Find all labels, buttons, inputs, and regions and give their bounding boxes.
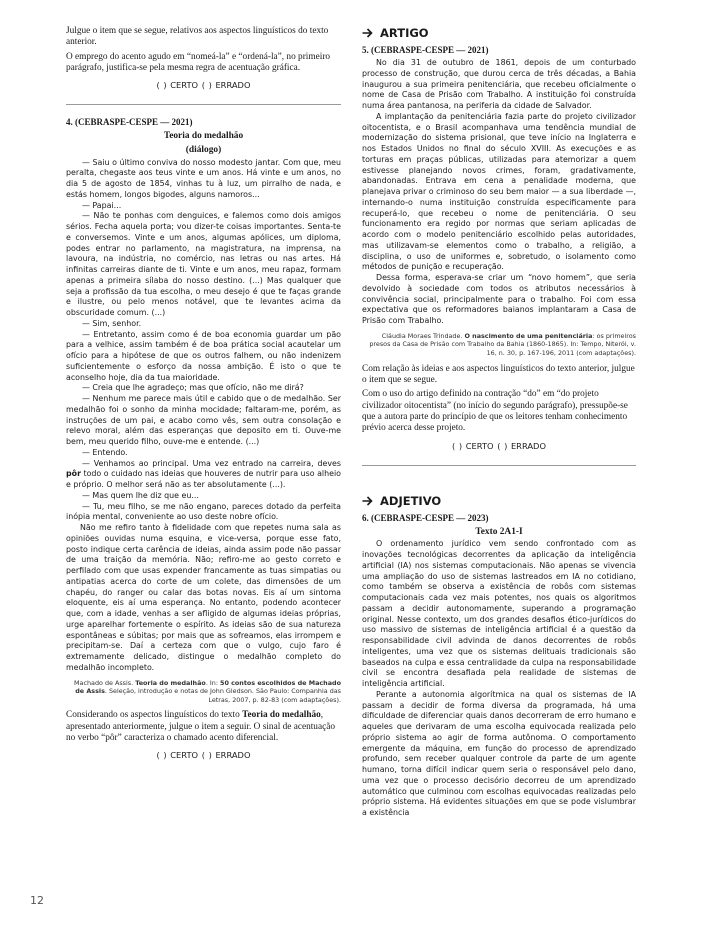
text-paragraph: Não me refiro tanto à fidelidade com que repetes numa sala as opiniões ouvidas numa esquina, e vice-versa, porque esse fato, posto indique certa carência de ideias, ainda assim pode não passar de uma traição da memória. Não; refiro-me ao gesto correto e perfilado com que usas expender francamente as tuas simpatias ou antipatias acerca do corte de um colete, das dimensões de um chapéu, do ranger ou calar das botas novas. Eis aí um sintoma eloquente, eis aí uma esperança. No entanto, podendo acontecer que, com a idade, venhas a ser afligido de algumas ideias próprias, urge aparelhar fortemente o espírito. As ideias são de sua natureza espontâneas e súbitas; por mais que as sofreamos, elas irrompem e precipitam-se. Daí a certeza com que o vulgo, cujo faro é extremamente delicado, distingue o medalhão completo do medalhão incompleto.: [66, 523, 341, 672]
question-stem: Julgue o item que se segue, relativos aos aspectos linguísticos do texto anterior.: [66, 26, 329, 48]
dialogue-line: — Entretanto, assim como é de boa economia guardar um pão para a velhice, assim também é de boa prática social acautelar um ofício para a hipótese de que os outros falhem, ou não indenizem suficientemente o esforço da nossa ambição. É isto o que te aconselho hoje, dia da tua maioridade.: [66, 329, 341, 382]
text-paragraph: A implantação da penitenciária fazia parte do projeto civilizador oitocentista, e o Brasil acompanhava uma tendência mundial de modernização do sistema prisional, que teve início na Inglaterra e nos Estados Unidos no final do século XVIII. As execuções e as torturas em praças públicas, utilizadas para atemorizar a quem estivesse planejando novos crimes, foram, gradativamente, abandonadas. Entrava em cena a penalidade moderna, que planejava privar o criminoso do seu bem maior — a sua liberdade —, internando-o numa instituição construída especificamente para recuperá-lo, que recebeu o nome de penitenciária. O seu funcionamento era regido por normas que seriam aplicadas de acordo com o modelo penitenciário escolhido pelas autoridades, mas utilizavam-se elementos como o trabalho, a religião, a disciplina, o uso de uniformes e, sobretudo, o isolamento como métodos de punição e recuperação.: [362, 111, 636, 272]
question-statement: O emprego do acento agudo em “nomeá-la” e “ordená-la”, no primeiro parágrafo, justifica-se pela mesma regra de acentuação gráfica.: [66, 51, 331, 73]
source-citation: Machado de Assis. Teoria do medalhão. In: 50 contos escolhidos de Machado de Assis. Seleção, introdução e notas de John Gledson. São Paulo: Companhia das Letras, 2007, p. 82-83 (com adaptações).: [74, 678, 341, 704]
text-label: Texto 2A1-I: [475, 526, 523, 537]
question-statement: Com o uso do artigo definido na contração “do” em “do projeto civilizador oitocentista” (no início do segundo parágrafo), pressupõe-se que a autora parte do princípio de que os leitores tenham conhecimento prévio acerca desse projeto.: [362, 389, 628, 434]
question-stem: Considerando os aspectos linguísticos do texto Teoria do medalhão, apresentado anteriormente, julgue o item a seguir. O sinal de acentuação no verbo “pôr” caracteriza o chamado acento diferencial.: [66, 710, 335, 744]
text-title: Teoria do medalhão: [163, 131, 244, 142]
text-subtitle: (diálogo): [185, 144, 222, 155]
question-stem: Com relação às ideias e aos aspectos linguísticos do texto anterior, julgue o item que se segue.: [362, 363, 635, 385]
answer-choices[interactable]: ( ) CERTO ( ) ERRADO: [452, 440, 546, 451]
right-column: [362, 26, 636, 819]
dialogue-line: — Papai...: [82, 200, 122, 210]
section-title: ADJETIVO: [380, 493, 442, 508]
question-header: 6. (CEBRASPE-CESPE — 2023): [362, 512, 489, 523]
source-citation: Cláudia Moraes Trindade. O nascimento de uma penitenciária: os primeiros presos da Casa de Prisão com Trabalho da Bahia (1860-1865). In: Tempo, Niterói, v. 16, n. 30, p. 167-196, 2011 (com adaptações).: [369, 331, 636, 358]
divider: [66, 104, 341, 105]
dialogue-line: — Mas quem lhe diz que eu...: [82, 490, 199, 500]
left-column: [66, 26, 341, 760]
question-header: 4. (CEBRASPE-CESPE — 2021): [66, 117, 193, 128]
dialogue-line: — Saiu o último conviva do nosso modesto jantar. Com que, meu peralta, chegaste aos teus vinte e um anos. Há vinte e um anos, no dia 5 de agosto de 1854, vinhas tu à luz, um pirralho de nada, e estás homem, longos bigodes, alguns namoros...: [66, 157, 341, 199]
divider: [362, 465, 636, 466]
section-heading: [362, 494, 636, 508]
dialogue-line: — Tu, meu filho, se me não engano, pareces dotado da perfeita inópia mental, conveniente ao uso deste nobre ofício.: [66, 501, 341, 522]
arrow-right-icon: [362, 496, 373, 506]
text-paragraph: Dessa forma, esperava-se criar um “novo homem”, que seria devolvido à sociedade com todos os atributos necessários à convivência social, principalmente para o trabalho. Foi com essa expectativa que os reformadores baianos implantaram a Casa de Prisão com Trabalho.: [362, 273, 636, 325]
dialogue-line: — Entendo.: [82, 447, 128, 457]
text-paragraph: O ordenamento jurídico vem sendo confrontado com as inovações tecnológicas decorrentes da aplicação da inteligência artificial (IA) nos sistemas computacionais. Não apenas se vivencia uma ampliação do uso de sistemas lastreados em IA no cotidiano, como também se observa a existência de robôs com sistemas computacionais cada vez mais potentes, nos quais os algoritmos passam a decidir autonomamente, superando a programação original. Nesse contexto, um dos grandes desafios ético-jurídicos do uso massivo de sistemas de inteligência artificial é a questão da responsabilidade civil advinda de danos decorrentes de robôs inteligentes, uma vez que os sistemas delituais tradicionais são baseados na culpa e essa centralidade da culpa na responsabilidade civil se encontra desafiada pela realidade de sistemas de inteligência artificial.: [362, 539, 636, 689]
dialogue-line: — Venhamos ao principal. Uma vez entrado na carreira, deves pôr todo o cuidado nas ideias que houveres de nutrir para uso alheio e próprio. O melhor será não as ter absolutamente (...).: [66, 458, 341, 490]
text-paragraph: No dia 31 de outubro de 1861, depois de um conturbado processo de construção, que durou cerca de três décadas, a Bahia inaugurou a sua primeira penitenciária, que recebeu oficialmente o nome de Casa de Prisão com Trabalho. A instituição foi construída numa área pantanosa, na periferia da cidade de Salvador.: [362, 58, 636, 110]
question-header: 5. (CEBRASPE-CESPE — 2021): [362, 45, 489, 55]
dialogue-line: — Creia que lhe agradeço; mas que ofício, não me dirá?: [82, 383, 304, 393]
arrow-right-icon: [362, 28, 373, 38]
section-title: ARTIGO: [380, 26, 429, 40]
dialogue-line: — Nenhum me parece mais útil e cabido que o de medalhão. Ser medalhão foi o sonho da minha mocidade; faltaram-me, porém, as instruções de um pai, e acabo como vês, sem outra consolação e relevo moral, além das esperanças que deposito em ti. Ouve-me bem, meu querido filho, ouve-me e entende. (...): [66, 394, 341, 447]
text-paragraph: Perante a autonomia algorítmica na qual os sistemas de IA passam a decidir de forma diversa da programada, há uma dificuldade de diferenciar quais danos decorreram de erro humano e aqueles que derivaram de uma escolha equivocada realizada pelo próprio sistema ao agir de forma autônoma. O comportamento emergente da máquina, em função do processo de aprendizado profundo, sem receber qualquer controle da parte de um agente humano, torna difícil indicar quem seria o responsável pelo dano, uma vez que o processo decisório decorreu de um aprendizado automático que culminou com escolhas equivocadas realizadas pelo próprio sistema. Há evidentes situações em que se pode vislumbrar a existência: [362, 689, 636, 818]
dialogue-line: — Não te ponhas com denguices, e falemos como dois amigos sérios. Fecha aquela porta; vou dizer-te coisas importantes. Senta-te e conversemos. Vinte e um anos, algumas apólices, um diploma, podes entrar no parlamento, na magistratura, na imprensa, na lavoura, na indústria, no comércio, nas letras ou nas artes. Há infinitas carreiras diante de ti. Vinte e um anos, meu rapaz, formam apenas a primeira sílaba do nosso destino. (...) Mas qualquer que seja a profissão da tua escolha, o meu desejo é que te faças grande e ilustre, ou pelo menos notável, que te levantes acima da obscuridade comum. (...): [66, 211, 341, 318]
bold-word: pôr: [66, 469, 81, 479]
answer-choices[interactable]: ( ) CERTO ( ) ERRADO: [156, 750, 251, 761]
answer-choices[interactable]: ( ) CERTO ( ) ERRADO: [156, 80, 251, 91]
dialogue-line: — Sim, senhor.: [82, 318, 142, 328]
section-heading: [362, 26, 636, 40]
page-number: 12: [30, 894, 44, 907]
